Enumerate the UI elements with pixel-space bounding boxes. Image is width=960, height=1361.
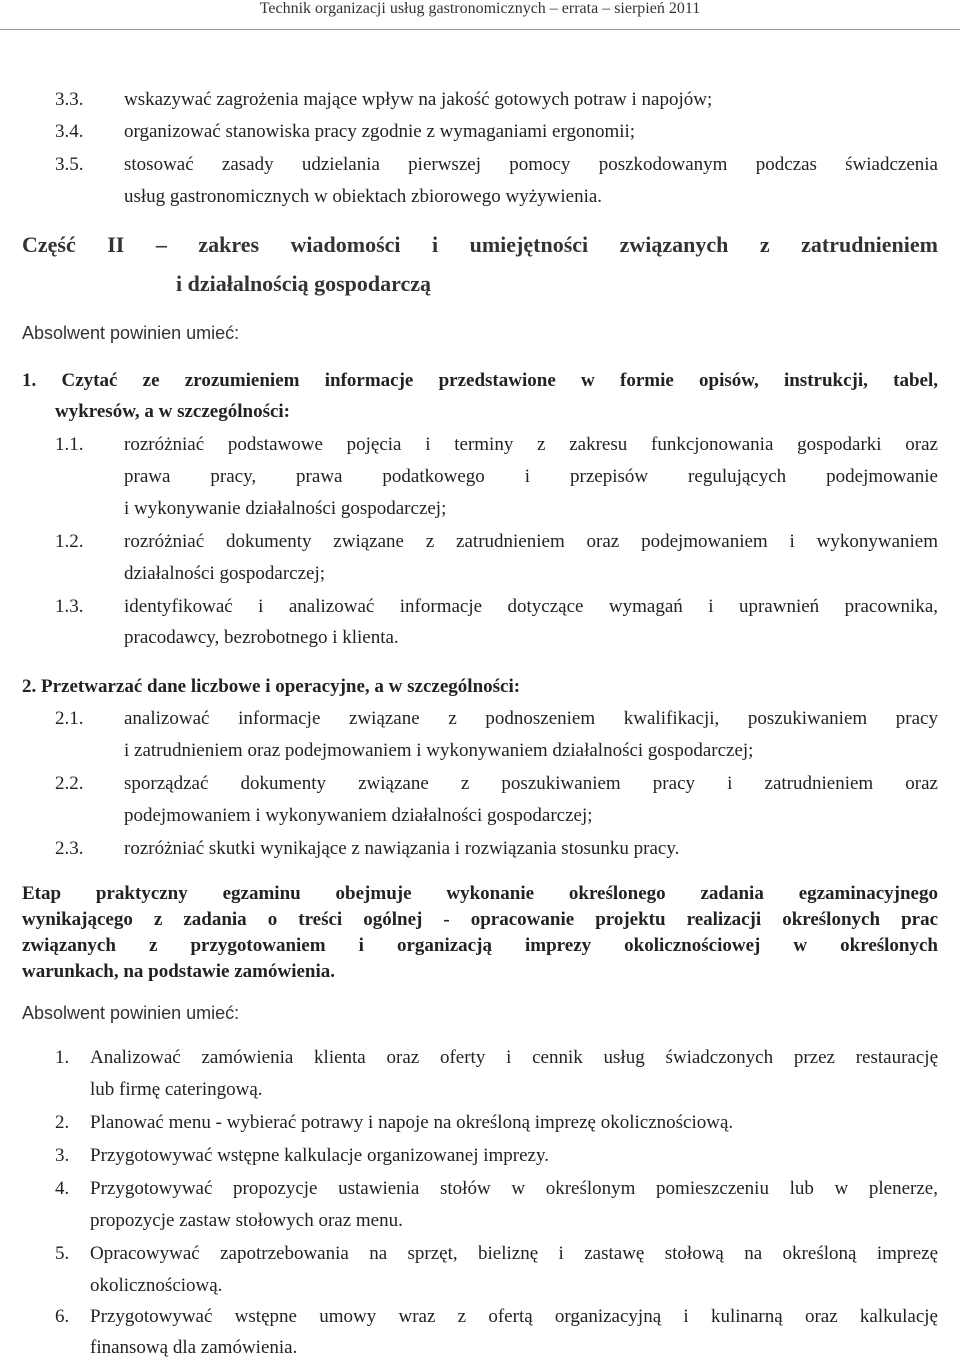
item-number: 2.2. bbox=[55, 773, 84, 794]
item-text: podejmowaniem i wykonywaniem działalności gospodarczej; bbox=[124, 805, 593, 826]
item-text: Analizować zamówienia klienta oraz oferty i cennik usług świadczonych przez restaurację bbox=[90, 1047, 938, 1068]
item-text: propozycje zastaw stołowych oraz menu. bbox=[90, 1210, 403, 1231]
item-text: finansową dla zamówienia. bbox=[90, 1337, 298, 1358]
item-text: i zatrudnieniem oraz podejmowaniem i wykonywaniem działalności gospodarczej; bbox=[124, 740, 754, 761]
item-text: prawa pracy, prawa podatkowego i przepisów regulujących podejmowanie bbox=[124, 466, 938, 487]
item-text: identyfikować i analizować informacje dotyczące wymagań i uprawnień pracownika, bbox=[124, 596, 938, 617]
section-title: 2. Przetwarzać dane liczbowe i operacyjne, a w szczególności: bbox=[22, 676, 521, 697]
item-text: rozróżniać skutki wynikające z nawiązania i rozwiązania stosunku pracy. bbox=[124, 838, 680, 859]
item-text: organizować stanowiska pracy zgodnie z wymaganiami ergonomii; bbox=[124, 121, 636, 142]
item-text: okolicznościową. bbox=[90, 1275, 223, 1296]
practical-intro: warunkach, na podstawie zamówienia. bbox=[22, 961, 335, 982]
part-heading: Część II – zakres wiadomości i umiejętności związanych z zatrudnieniem bbox=[22, 232, 938, 257]
item-text: Przygotowywać wstępne umowy wraz z ofertą organizacyjną i kulinarną oraz kalkulację bbox=[90, 1306, 938, 1327]
subheading: Absolwent powinien umieć: bbox=[22, 1003, 240, 1023]
item-text: usług gastronomicznych w obiektach zbiorowego wyżywienia. bbox=[124, 186, 603, 207]
item-text: pracodawcy, bezrobotnego i klienta. bbox=[124, 627, 399, 648]
item-text: sporządzać dokumenty związane z poszukiwaniem pracy i zatrudnieniem oraz bbox=[124, 773, 938, 794]
item-number: 3.4. bbox=[55, 121, 84, 142]
item-text: stosować zasady udzielania pierwszej pomocy poszkodowanym podczas świadczenia bbox=[124, 154, 938, 175]
item-number: 3.3. bbox=[55, 89, 84, 110]
item-text: lub firmę cateringową. bbox=[90, 1079, 263, 1100]
item-number: 1.2. bbox=[55, 531, 84, 552]
item-text: Opracowywać zapotrzebowania na sprzęt, bieliznę i zastawę stołową na określoną imprezę bbox=[90, 1243, 938, 1264]
item-text: Planować menu - wybierać potrawy i napoje na określoną imprezę okolicznościową. bbox=[90, 1112, 734, 1133]
subheading: Absolwent powinien umieć: bbox=[22, 323, 240, 343]
practical-intro: Etap praktyczny egzaminu obejmuje wykonanie określonego zadania egzaminacyjnego bbox=[22, 883, 938, 904]
item-number: 1.1. bbox=[55, 434, 84, 455]
practical-intro: związanych z przygotowaniem i organizacją imprezy okolicznościowej w określonych bbox=[22, 935, 938, 956]
item-number: 5. bbox=[55, 1243, 70, 1264]
item-number: 2. bbox=[55, 1112, 70, 1133]
running-header: Technik organizacji usług gastronomicznych – errata – sierpień 2011 bbox=[259, 0, 701, 17]
item-number: 4. bbox=[55, 1178, 70, 1199]
part-heading-continued: i działalnością gospodarczą bbox=[176, 271, 432, 296]
item-text: rozróżniać podstawowe pojęcia i terminy z zakresu funkcjonowania gospodarki oraz bbox=[124, 434, 938, 455]
section-title: 1. Czytać ze zrozumieniem informacje przedstawione w formie opisów, instrukcji, tabel, bbox=[22, 370, 938, 391]
item-number: 3. bbox=[55, 1145, 70, 1166]
section-title-continued: wykresów, a w szczególności: bbox=[55, 401, 291, 422]
item-number: 2.1. bbox=[55, 708, 84, 729]
item-number: 2.3. bbox=[55, 838, 84, 859]
item-text: Przygotowywać propozycje ustawienia stołów w określonym pomieszczeniu lub w plenerze, bbox=[90, 1178, 938, 1199]
item-number: 6. bbox=[55, 1306, 70, 1327]
item-text: analizować informacje związane z podnoszeniem kwalifikacji, poszukiwaniem pracy bbox=[124, 708, 938, 729]
item-text: Przygotowywać wstępne kalkulacje organizowanej imprezy. bbox=[90, 1145, 550, 1166]
item-text: wskazywać zagrożenia mające wpływ na jakość gotowych potraw i napojów; bbox=[124, 89, 713, 110]
item-text: rozróżniać dokumenty związane z zatrudnieniem oraz podejmowaniem i wykonywaniem bbox=[124, 531, 938, 552]
header-divider bbox=[0, 29, 960, 30]
practical-intro: wynikającego z zadania o treści ogólnej - opracowanie projektu realizacji określonych prac bbox=[22, 909, 938, 930]
item-number: 1.3. bbox=[55, 596, 84, 617]
item-number: 1. bbox=[55, 1047, 70, 1068]
item-number: 3.5. bbox=[55, 154, 84, 175]
item-text: działalności gospodarczej; bbox=[124, 563, 326, 584]
item-text: i wykonywanie działalności gospodarczej; bbox=[124, 498, 447, 519]
